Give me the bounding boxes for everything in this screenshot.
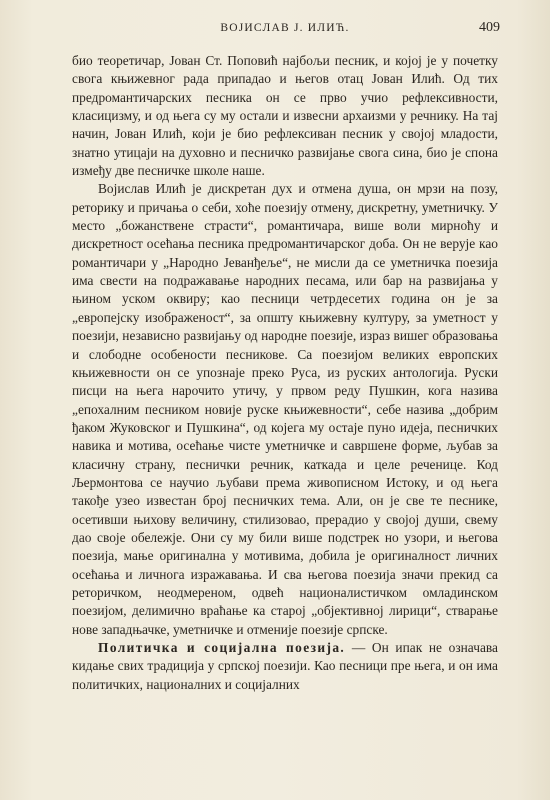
paragraph: Војислав Илић је дискретан дух и отмена душа, он мрзи на позу, реторику и причања о себи, хоће поезију отмену, дискретну, уметничку. У место „божанствене страсти“, романтичара, више воли мирноћу и дискретност осећања песника предромантичарског доба. Он не верује као романтичари у „Народно Јеванђеље“, не мисли да се уметничка поезија има свести на подражавање народних песама, или бар на развијања у њином уском оквиру; као песници четрдесетих година он је за „европејску изображеност“, за општу књижевну културу, за уметност у поезији, независно развијању од народне поезије, израз вишег образовања и слободне особености песникове. Са поезијом великих европских књижевности он се упознаје преко Руса, из руских антологија. Руски писци на њега нарочито утичу, у првом реду Пушкин, кога назива „епохалним песником новије руске књижевности“, себе назива „добрим ђаком Жуковског и Пушкина“, од којега му остаје пуно идеја, песничких навика и мотива, осећање чисте уметничке и савршене форме, љубав за класичну страну, песнички речник, каткада и целе реченице. Код Љермонтова се научио љубави према живописном Истоку, и од њега такође узео известан број песничких тема. Али, он је све те песнике, осетивши њихову величину, стилизовао, прерадио у својој души, свему дао своје обележје. Они су му били више подстрек но узори, и његова поезија, мање оригинална у мотивима, добила је оригиналност личних осећања и личнога изражавања. И сва његова поезија значи прекид са реторичком, неодмереном, одвећ националистичком омладинском поезијом, делимично враћање ка старој „објективној лирици“, стварање нове западњачке, уметничке и отменије поезије српске.: [72, 181, 498, 637]
running-head: ВОЈИСЛАВ Ј. ИЛИЋ.: [220, 22, 350, 34]
body-text: [72, 52, 498, 694]
page-header: [70, 20, 500, 42]
section-heading: Политичка и социјална поезија.: [98, 640, 346, 655]
paragraph: био теоретичар, Јован Ст. Поповић најбољи песник, и којој је у почетку свога књижевног рада припадао и његов отац Јован Илић. Од тих предромантичарских песника он се прво учио рефлексивности, класицизму, и од њега су му остали и извесни архаизми у речнику. На тај начин, Јован Илић, који је био рефлексиван песник у својој младости, знатно утицаји на духовно и песничко развијање свога сина, био је спона између две песничке школе наше.: [72, 53, 498, 179]
paragraph-with-heading: [72, 639, 498, 694]
page-number: 409: [479, 20, 500, 35]
paragraph-text: — Он ипак не означава кидање свих традиција у српској поезији. Као песници пре њега, и он има политичких, националних и социјалних: [72, 640, 498, 692]
